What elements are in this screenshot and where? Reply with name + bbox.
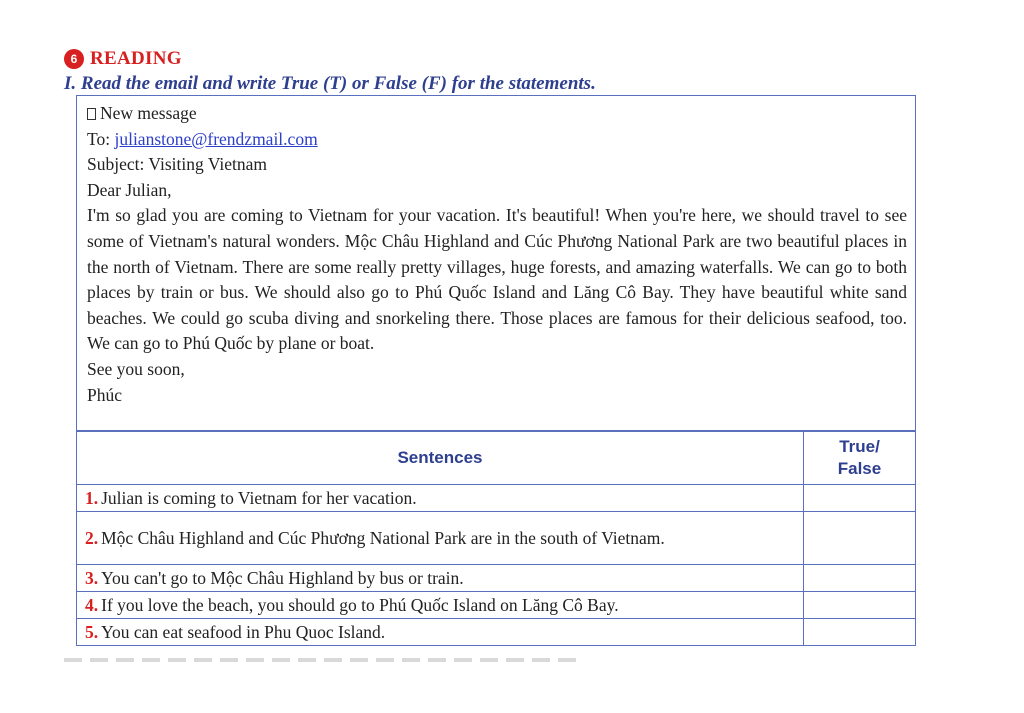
table-row [77, 592, 916, 619]
statement-cell [77, 592, 804, 619]
table-row [77, 619, 916, 646]
statement-text: You can eat seafood in Phu Quoc Island. [101, 622, 386, 642]
statement-cell [77, 485, 804, 512]
answer-cell[interactable] [804, 592, 916, 619]
answer-cell[interactable] [804, 512, 916, 565]
email-header-label: New message [100, 103, 197, 123]
statement-number: 4. [85, 595, 99, 615]
statement-cell [77, 619, 804, 646]
true-false-header-line1: True/ [839, 437, 880, 456]
email-to-label: To: [87, 128, 111, 149]
statement-number: 2. [85, 528, 99, 548]
email-closing: See you soon, [87, 358, 185, 379]
email-recipient-link[interactable]: julianstone@frendzmail.com [114, 128, 318, 149]
true-false-header-line2: False [837, 459, 882, 478]
statement-text: Mộc Châu Highland and Cúc Phương National Park are in the south of Vietnam. [101, 528, 665, 548]
statement-text: You can't go to Mộc Châu Highland by bus or train. [101, 568, 464, 588]
statement-cell [77, 512, 804, 565]
sentences-column-header: Sentences [77, 432, 804, 485]
email-body: I'm so glad you are coming to Vietnam for your vacation. It's beautiful! When you're here, we should travel to see some of Vietnam's natural wonders. Mộc Châu Highland and Cúc Phương National Park are two beautiful places in the north of Vietnam. There are some really pretty villages, huge forests, and amazing waterfalls. We can go to both places by train or bus. We should also go to Phú Quốc Island and Lăng Cô Bay. They have beautiful white sand beaches. We could go scuba diving and snorkeling there. Those places are famous for their delicious seafood, too. We can go to Phú Quốc by plane or boat. [87, 205, 907, 354]
section-heading [64, 48, 182, 70]
statement-number: 3. [85, 568, 99, 588]
answer-cell[interactable] [804, 565, 916, 592]
email-to-line [87, 127, 907, 153]
statements-table [76, 431, 916, 646]
email-subject: Subject: Visiting Vietnam [87, 154, 268, 175]
statement-number: 1. [85, 488, 99, 508]
email-message-box [76, 95, 916, 431]
table-row [77, 565, 916, 592]
statement-number: 5. [85, 622, 99, 642]
statement-text: If you love the beach, you should go to Phú Quốc Island on Lăng Cô Bay. [101, 595, 619, 615]
section-title: READING [90, 48, 182, 69]
statement-cell [77, 565, 804, 592]
email-header [87, 101, 907, 127]
cut-off-text-line [64, 658, 584, 662]
answer-cell[interactable] [804, 485, 916, 512]
email-signature: Phúc [87, 384, 122, 405]
table-row [77, 512, 916, 565]
statement-text: Julian is coming to Vietnam for her vacation. [101, 488, 417, 508]
answer-cell[interactable] [804, 619, 916, 646]
table-header-row [77, 432, 916, 485]
true-false-column-header [804, 432, 916, 485]
email-greeting: Dear Julian, [87, 179, 172, 200]
table-row [77, 485, 916, 512]
exercise-instruction: I. Read the email and write True (T) or False (F) for the statements. [64, 73, 596, 94]
section-number-badge: 6 [64, 49, 84, 69]
message-icon [87, 108, 96, 120]
